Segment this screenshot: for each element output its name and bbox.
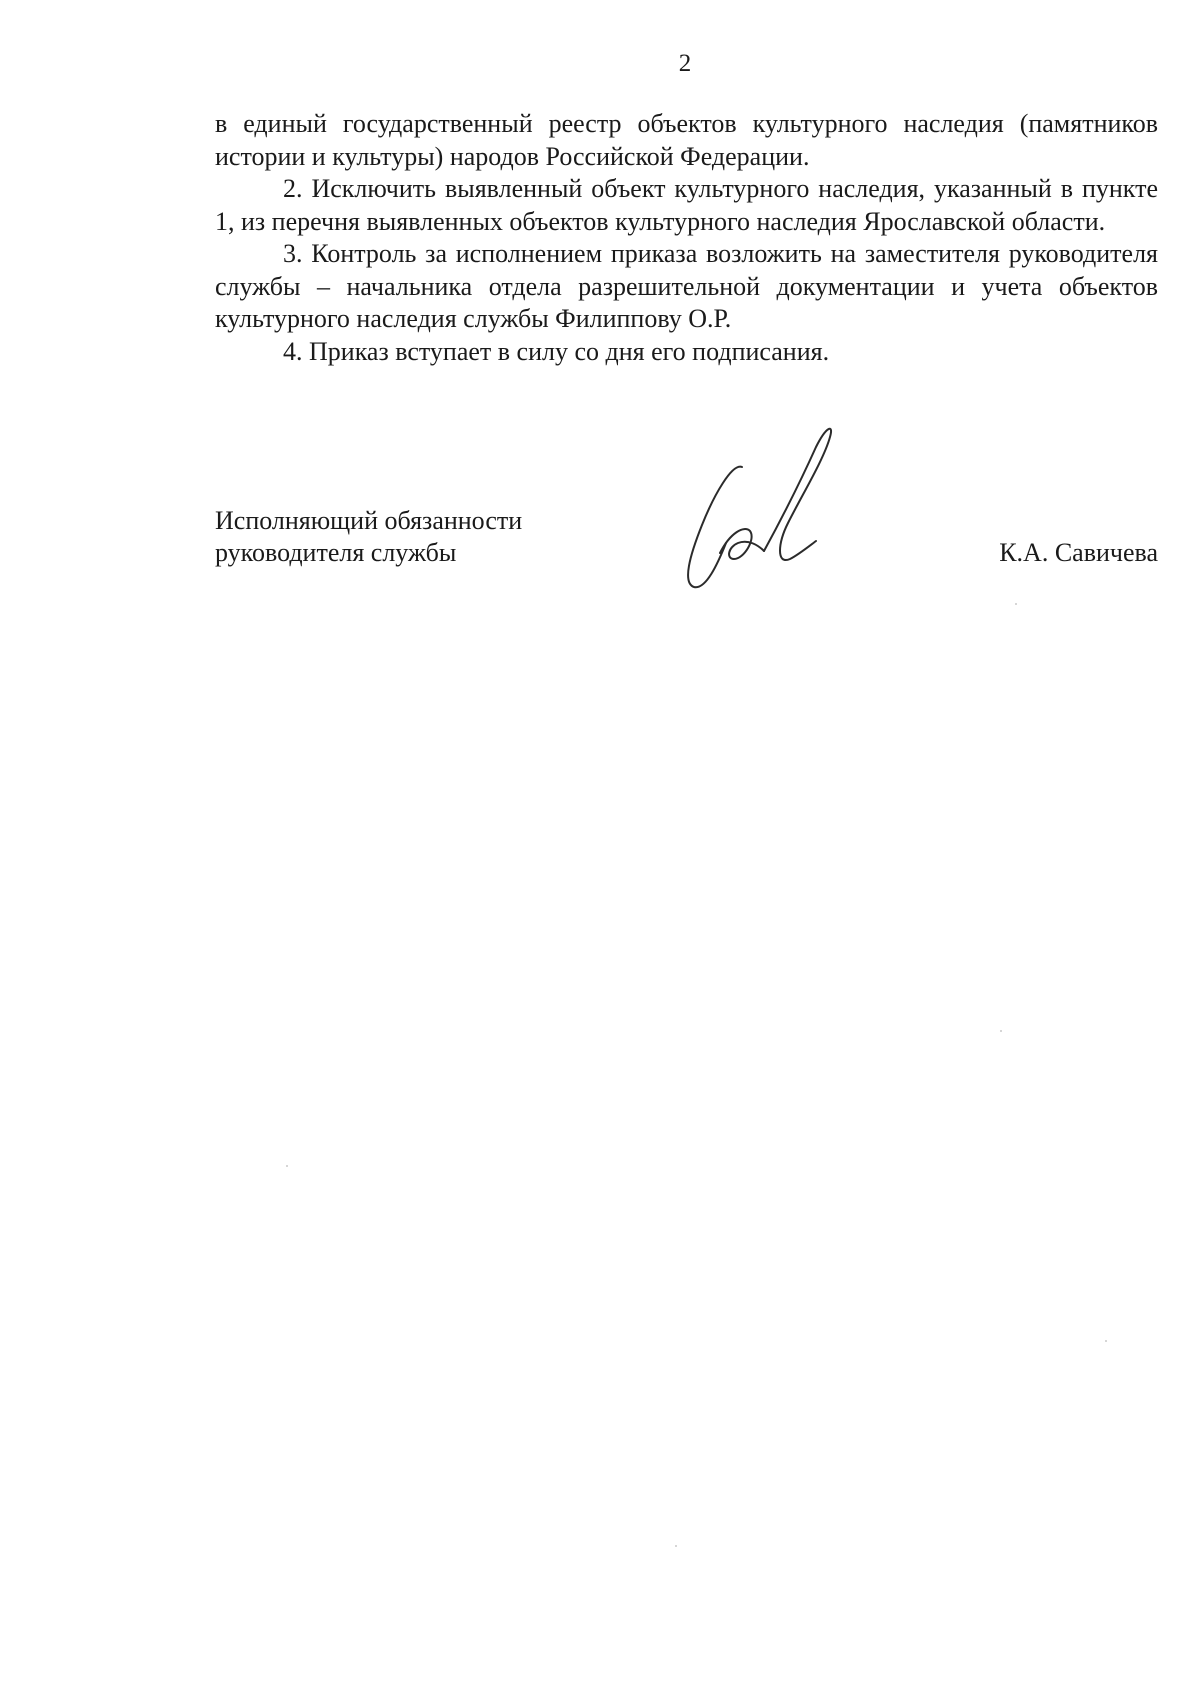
signatory-position-line-2: руководителя службы xyxy=(215,538,457,567)
paragraph-continuation: в единый государственный реестр объектов культурного наследия (памятников истории и культуры) народов Российской Федерации. xyxy=(215,109,1158,171)
scan-speck xyxy=(675,1545,677,1547)
signatory-name: К.А. Савичева xyxy=(999,538,1158,567)
page-number: 2 xyxy=(678,50,692,77)
document-body xyxy=(215,108,1158,368)
scan-speck xyxy=(286,1165,288,1167)
paragraph-item-3: 3. Контроль за исполнением приказа возложить на заместителя руководителя службы – начальника отдела разрешительной документации и учета объектов культурного наследия службы Филиппову О.Р. xyxy=(215,239,1158,333)
signatory-position xyxy=(215,505,522,569)
paragraph-item-4: 4. Приказ вступает в силу со дня его подписания. xyxy=(283,336,830,366)
paragraph-item-2: 2. Исключить выявленный объект культурного наследия, указанный в пункте 1, из перечня выявленных объектов культурного наследия Ярославской области. xyxy=(215,174,1158,236)
handwritten-signature xyxy=(680,425,860,595)
scan-speck xyxy=(1015,603,1017,605)
scan-speck xyxy=(1000,1030,1002,1032)
scan-speck xyxy=(1105,1340,1107,1342)
signatory-position-line-1: Исполняющий обязанности xyxy=(215,506,523,535)
